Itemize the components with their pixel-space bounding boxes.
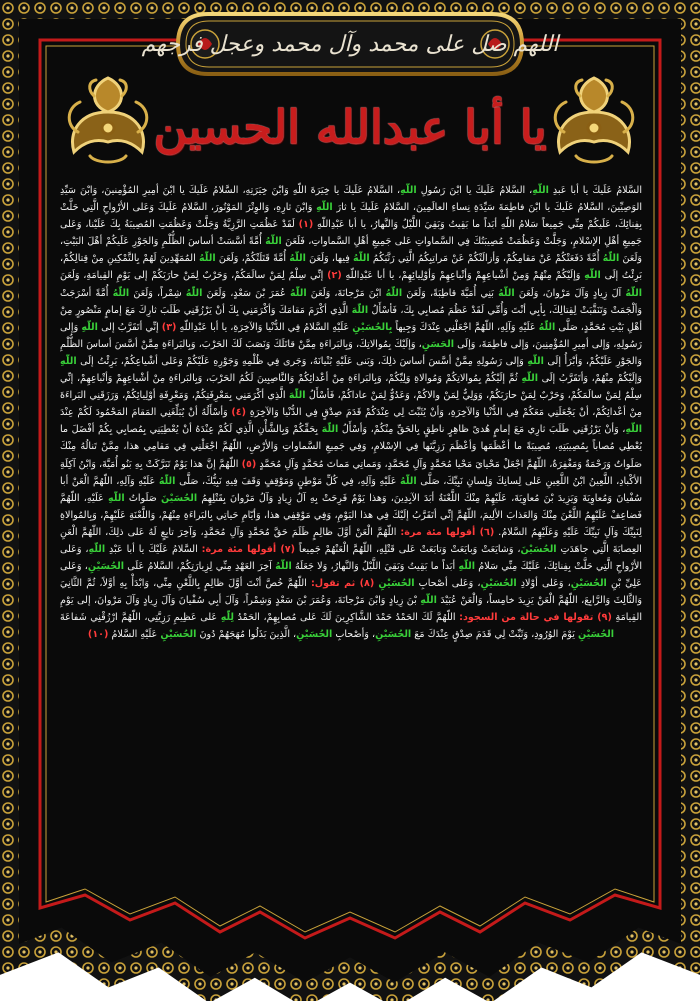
page-title: يا أبا عبدالله الحسين bbox=[153, 100, 547, 154]
ziyarat-text-segment: أبَداً ما بَقِيتُ وَبَقِيَ اللَّيْلُ وَالنَّهارُ، وَلا جَعَلَهُ bbox=[291, 561, 459, 573]
ziyarat-text-segment: بَنِي أُمَيَّةَ قاطِبَةً، وَلَعَنَ bbox=[402, 287, 499, 299]
highlighted-name: اللّهُ bbox=[400, 475, 417, 487]
gold-floral-arabesque-icon bbox=[546, 72, 642, 170]
section-marker: (٦) أقولها مئة مرة: bbox=[400, 526, 495, 538]
highlighted-name: الحُسَيْنَ bbox=[520, 543, 557, 555]
highlighted-name: اللّهُ bbox=[158, 475, 176, 487]
section-marker: (٨) ثم تقول: bbox=[310, 578, 375, 590]
ziyarat-text-segment: ، السَّلامُ عَلَيكَ يا ابْنَ رَسُولِ bbox=[416, 185, 533, 196]
highlighted-name: اللّهَ bbox=[351, 304, 369, 316]
ziyarat-text-segment: وَإلى رَسُولِهِ مِمَّنْ أسَّسَ أساسَ ذلِكَ، وَبَنى عَلَيْهِ بُنْيانَهُ، وَجَرى فِي ظُلْمِهِ وَجَوْرِهِ عَلَيْكُمْ وَعَلى أشْياعِكُمْ، بَرِئْتُ إلَى bbox=[76, 355, 528, 367]
highlighted-name: اللّهِ bbox=[521, 373, 538, 385]
ziyarat-text-segment: عَلَيْهِ السَّلامُ bbox=[108, 629, 161, 641]
ziyarat-text-segment: ، وَعَلى أصْحابِ bbox=[414, 578, 481, 590]
highlighted-name: اللّهِ bbox=[584, 270, 601, 282]
highlighted-name: اللّهُ bbox=[498, 287, 515, 299]
ziyarat-text-segment: ، وَإلَيْكَ بِمُوالاتِكَ، وَبِالبَراءَةِ مِمَّنْ قاتَلَكَ وَنَصَبَ لَكَ الحَرْبَ، وَبِالبَراءَةِ مِمَّنْ أسَّسَ أساسَ الظُّلْمِ وَالجَوْرِ عَلَيْكُمْ، وَأبْرَأُ إلَى bbox=[60, 338, 642, 367]
highlighted-name: اللّهِ bbox=[420, 595, 437, 607]
highlighted-name: اللّهُ bbox=[625, 287, 642, 299]
ziyarat-text-segment: اللّهُمَّ الْعَنْ أوَّلَ ظالِمٍ ظَلَمَ حَقَّ مُحَمَّدٍ وَآلِ مُحَمَّدٍ، وَآخِرَ تابِعٍ لَهُ عَلى ذلِكَ، اللّهُمَّ الْعَنِ العِصابَةَ الَّتِي جاهَدَتِ bbox=[60, 526, 642, 555]
highlighted-name: اللّهُ bbox=[185, 287, 203, 299]
ziyarat-text-segment: لَقَدْ عَظُمَتِ الرَّزِيَّةُ وَجَلَّتْ وَعَظُمَتِ المُصِيبَةُ بِكَ عَلَيْنا، وَعَلى جَمِيعِ أهْلِ الإسْلامِ، وَجَلَّتْ وَعَظُمَتْ مُصِيبَتُكَ فِي السَّماواتِ عَلى جَمِيعِ أهْلِ السَّماواتِ، فَلَعَنَ bbox=[60, 219, 642, 248]
highlighted-name: اللّهُ bbox=[265, 236, 282, 248]
section-marker: (٧) أقولها مئة مرة: bbox=[201, 543, 296, 555]
ziyarat-text-segment: ، وَعَلى الأرْواحِ الَّتِي حَلَّتْ بِفِنائِكَ، عَلَيْكَ مِنِّي سَلامُ bbox=[60, 543, 642, 573]
section-marker: (٢) bbox=[327, 270, 342, 282]
salawat-text: اللهم صل على محمد وآل محمد وعجل فرجهم bbox=[141, 31, 559, 57]
highlighted-name: الحُسَيْنِ bbox=[87, 561, 125, 573]
ziyarat-text-segment: عَلَيْهِ السَّلامُ فِي الدُّنْيا وَالآخِرَةِ، يا أبا عَبْدِاللّهِ bbox=[176, 321, 353, 333]
ziyarat-text-segment: ، وَعَلى أوْلادِ bbox=[516, 578, 571, 590]
section-marker: (١) bbox=[298, 219, 314, 231]
ziyarat-text-segment: عُمَرَ بْنَ سَعْدٍ، وَلَعَنَ bbox=[202, 287, 290, 299]
highlighted-name: اللّهِ bbox=[88, 543, 106, 555]
highlighted-name: لِلّهِ bbox=[220, 612, 235, 624]
section-marker: (٤) bbox=[231, 407, 247, 419]
highlighted-name: الحُسَيْنِ bbox=[160, 629, 197, 641]
highlighted-name: اللّهُ bbox=[289, 287, 307, 299]
header-salawat bbox=[141, 14, 559, 74]
highlighted-name: الحُسَيْنِ bbox=[570, 578, 607, 590]
ziyarat-text-segment: عَلَيْهِ وَآلِهِ، اللّهُمَّ اجْعَلْنِي عِنْدَكَ وَجِيهاً bbox=[392, 321, 539, 333]
ziyarat-text-segment: ابْنَ مَرْجانَةَ، وَلَعَنَ bbox=[306, 287, 386, 299]
highlighted-name: اللّهِ bbox=[532, 185, 549, 196]
ziyarat-text-segment: آلَ زِيادٍ وَآلَ مَرْوانَ، وَلَعَنَ bbox=[514, 287, 626, 299]
highlighted-name: الحَسَنِ bbox=[421, 338, 454, 350]
ziyarat-text-segment: عَلَيْهِ وَآلِهِ، فِي كُلِّ مَوْطِنٍ وَمَوْقِفٍ وَقَفَ فِيهِ نَبِيُّكَ، صَلَّى bbox=[175, 475, 401, 487]
ziyarat-text-segment: أُمَّةً قَتَلَتْكُمْ، وَلَعَنَ bbox=[215, 253, 290, 265]
highlighted-name: الحُسَيْنِ bbox=[296, 629, 333, 641]
section-marker: (٣) bbox=[161, 321, 177, 333]
ziyarat-text-segment: ، الَّذِينَ بَذَلُوا مُهَجَهُمْ دُونَ bbox=[196, 629, 297, 641]
highlighted-name: اللّهُ bbox=[602, 253, 620, 265]
highlighted-name: اللّهُ bbox=[538, 321, 556, 333]
ziyarat-text-segment: يَوْمَ الوُرُودِ، وَثَبِّتْ لِي قَدَمَ صِدْقٍ عِنْدَكَ مَعَ bbox=[411, 629, 578, 641]
ziyarat-text-segment: أُمَّةً أسْرَجَتْ وَألْجَمَتْ وَتَنَقَّبَتْ لِقِتالِكَ، بِأبِي أنْتَ وَأُمِّي لَقَدْ عَظُمَ مُصابِي بِكَ، فَأسْأَلُ bbox=[60, 287, 642, 316]
ziyarat-text-segment: وَإلَيْكُمْ مِنْهُمْ وَمِنْ أشْياعِهِمْ وَأتْباعِهِمْ وَأوْلِيائِهِمْ، يا أبا عَبْدِاللّهِ bbox=[341, 270, 585, 282]
ziyarat-text-segment: اللّهُمَّ خُصَّ أنْتَ أوَّلَ ظالِمٍ بِاللَّعْنِ مِنِّي، وَابْدَأْ بِهِ أوَّلاً، ثُمَّ الثَّانِيَ وَالثَّالِثَ وَالرَّابِعَ، اللّهُمَّ الْعَنْ يَزِيدَ خامِساً، وَالْعَنْ عُبَيْدَ bbox=[60, 578, 642, 607]
highlighted-name: بِالحُسَيْنِ bbox=[352, 321, 393, 333]
highlighted-name: اللّهُ bbox=[198, 253, 216, 265]
ziyarat-text-segment: السَّلامُ عَلَيْكَ يا أبا عَبْدِ bbox=[105, 543, 202, 555]
ziyarat-text-segment: اللّهُمَّ إنَّ هذا يَوْمٌ تَبَرَّكَتْ بِهِ بَنُو أُمَيَّةَ، وَابْنُ آكِلَةِ الأكْبادِ، اللَّعِينُ ابْنُ اللَّعِينِ عَلى لِسانِكَ وَلِسانِ نَبِيِّكَ، صَلَّى bbox=[60, 458, 642, 487]
highlighted-name: اللّهِ bbox=[527, 355, 544, 367]
ziyarat-text-segment: عَلَيْهِ، اللّهُمَّ فَضاعِفْ عَلَيْهِمُ اللَّعْنَ مِنْكَ وَالعَذابَ الألِيمَ، اللّهُمَّ إنِّي أتَقَرَّبُ إلَيْكَ فِي هذا اليَوْمِ، وَفِي مَوْقِفِي هذا، وَأيّامِ حَياتِي بِالبَراءَةِ مِنْهُمْ، وَاللَّعْنَةِ عَلَيْهِمْ، وَبِالمُوالاةِ لِنَبِيِّكَ وَآلِ نَبِيِّكَ عَلَيْهِ وَعَلَيْهِمُ السَّلامُ. bbox=[60, 492, 642, 538]
ziyarat-text-segment: السَّلامُ عَلَيكَ يا أبا عَبدِ bbox=[548, 185, 642, 196]
highlighted-name: الحُسَيْنِ bbox=[480, 578, 517, 590]
ziyarat-text-segment: صَلَواتُ bbox=[124, 492, 162, 504]
ziyarat-text-segment: بِحَقِّكُمْ وَبِالشَّأْنِ الَّذِي لَكُمْ عِنْدَهُ أنْ يُعْطِيَنِي بِمُصابِي بِكُمْ أفْضَلَ ما يُعْطِي مُصاباً بِمُصِيبَتِهِ، مُصِيبَةً ما أعْظَمَها وَأعْظَمَ رَزِيَّتَها فِي الإسْلامِ، وَفِي جَمِيعِ السَّماواتِ وَالأرْضِ، اللّهُمَّ اجْعَلْنِي فِي مَقامِي هذا، مِمَّنْ تَنالُهُ مِنْكَ صَلَواتٌ وَرَحْمَةٌ وَمَغْفِرَةٌ، اللّهُمَّ اجْعَلْ مَحْيايَ مَحْيا مُحَمَّدٍ وَآلِ مُحَمَّدٍ، وَمَماتِي مَماتَ مُحَمَّدٍ وَآلِ مُحَمَّدٍ bbox=[60, 424, 642, 470]
ziyarat-text-segment: عَلى عَظِيمِ رَزِيَّتِي، اللّهُمَّ ارْزُقْنِي شَفاعَةَ bbox=[60, 612, 221, 624]
highlighted-name: الحُسَيْنَ bbox=[161, 492, 198, 504]
section-marker: (٥) bbox=[241, 458, 257, 470]
ziyarat-text-segment: بْنَ زِيادٍ وَابْنَ مَرْجانَةَ، وَعُمَرَ بْنَ سَعْدٍ وَشِمْراً، وَآلَ أبِي سُفْيانَ وَآلَ زِيادٍ وَآلَ مَرْوانَ، إلى يَوْمِ القِيامَةِ bbox=[60, 595, 642, 624]
ziyarat-text-segment: الَّذِي أكْرَمَنِي بِمَعْرِفَتِكُمْ، وَمَعْرِفَةِ أوْلِيائِكُمْ، وَرَزَقَنِي البَراءَةَ مِنْ أعْدائِكُمْ، أنْ يَجْعَلَنِي مَعَكُمْ فِي الدُّنْيا وَالآخِرَةِ، وَأنْ يُثَبِّتَ لِي عِنْدَكُمْ قَدَمَ صِدْقٍ فِي الدُّنْيا وَالآخِرَةِ bbox=[60, 390, 642, 419]
highlighted-name: الحُسَيْنِ bbox=[577, 629, 615, 641]
highlighted-name: اللّهِ bbox=[625, 424, 642, 436]
ziyarat-text-segment: ، وَأنْ يَرْزُقَنِي طَلَبَ ثارِي مَعَ إمامٍ هُدىً ظاهِرٍ ناطِقٍ بِالحَقِّ مِنْكُمْ، وَأسْأَلُ bbox=[338, 424, 626, 436]
highlighted-name: اللّهُ bbox=[385, 287, 403, 299]
section-marker: (٩) تقولها في حالة من السجود: bbox=[459, 612, 612, 624]
ziyarat-text-segment: أُمَّةً دَفَعَتْكُمْ عَنْ مَقامِكُمْ، وَأزالَتْكُمْ عَنْ مَراتِبِكُمُ الَّتِي رَتَّبَكُمُ bbox=[369, 253, 603, 265]
ziyarat-text-segment: وَابْنَ ثارِهِ، وَالوِتْرَ المَوْتُورَ، السَّلامُ عَلَيكَ وَعَلى الأرْواحِ الَّتِي حَلَّتْ بِفِنائِكَ، عَلَيكُمْ مِنِّي جَمِيعاً سَلامُ اللّهِ أبَداً ما بَقِيتُ وَبَقِيَ اللَّيْلُ وَالنَّهارُ، يا أبا عَبْدِاللّهِ bbox=[60, 202, 642, 231]
highlighted-name: اللّهِ bbox=[400, 185, 417, 196]
highlighted-name: اللّهِ bbox=[316, 202, 333, 214]
ziyarat-text-segment: أُمَّةً أسَّسَتْ أساسَ الظُّلْمِ وَالجَوْرِ عَلَيكُمْ أهْلَ البَيْتِ، وَلَعَنَ bbox=[60, 236, 642, 265]
highlighted-name: اللّهِ bbox=[81, 321, 98, 333]
ziyarat-text-segment: وَأسْأَلُهُ أنْ يُبَلِّغَنِي المَقامَ المَحْمُودَ لَكُمْ عِنْدَ bbox=[60, 407, 232, 419]
highlighted-name: الحُسَيْنِ bbox=[375, 629, 412, 641]
ziyarat-text-segment: إنِّي سِلْمٌ لِمَنْ سالَمَكُمْ، وَحَرْبٌ لِمَنْ حارَبَكُمْ إلى يَوْمِ القِيامَةِ، وَلَعَنَ bbox=[60, 270, 328, 282]
ziyarat-text-segment: وَإلَيْكُمْ مِنْهُمْ، وَأتَقَرَّبُ إلَى bbox=[538, 373, 642, 385]
ziyarat-text-segment: المُمَهِّدِينَ لَهُمْ بِالتَّمْكِينِ مِنْ قِتالِكُمْ، بَرِئْتُ إلَى bbox=[60, 253, 642, 282]
ziyarat-text-segment: ، وَأصْحابِ bbox=[332, 629, 376, 641]
ziyarat-text-segment: ، وَعَلى عَلِيِّ بْنِ bbox=[60, 561, 642, 590]
section-marker: (١٠) bbox=[87, 629, 109, 641]
ziyarat-text-segment: ، وَشايَعَتْ وَبايَعَتْ وَتابَعَتْ عَلى قَتْلِهِ، اللّهُمَّ الْعَنْهُمْ جَمِيعاً bbox=[295, 543, 521, 555]
ziyarat-text-segment: وَإلى رَسُولِهِ، وَإلى أمِيرِ المُؤْمِنِينَ، وَإلى فاطِمَةَ، وَإلَى bbox=[60, 321, 642, 350]
ziyarat-text-block bbox=[60, 182, 642, 882]
ziyarat-text-segment: فِيها، وَلَعَنَ bbox=[305, 253, 354, 265]
highlighted-name: اللّهَ bbox=[321, 424, 339, 436]
ziyarat-text-segment: عَلَيْهِ وَآلِهِ، اللّهُمَّ الْعَنْ أبا سُفْيانَ وَمُعاوِيَةَ وَيَزِيدَ بْنَ مُعاوِيَةَ، عَلَيْهِمْ مِنْكَ اللَّعْنَةُ أبَدَ الآبِدِينَ، وَهذا يَوْمٌ فَرِحَتْ بِهِ آلُ زِيادٍ وَآلُ مَرْوانَ بِقَتْلِهِمُ bbox=[60, 475, 642, 504]
ziyarat-text-segment: ، السَّلامُ عَلَيكَ يا خِيَرَةَ اللّهِ وَابْنَ خِيَرَتِهِ، السَّلامُ عَلَيكَ يا ابْنَ أمِيرِ المُؤْمِنينَ، وَابْنَ سَيِّدِ الوَصِيِّينَ، السَّلامُ عَلَيكَ يا ابْنَ فاطِمَةَ سَيِّدَةِ نِساءِ العالَمِينَ، السَّلامُ عَلَيكَ يا ثارَ bbox=[60, 185, 642, 214]
highlighted-name: اللّهُ bbox=[112, 287, 130, 299]
ziyarat-text-segment: اللّهُمَّ لَكَ الحَمْدُ حَمْدَ الشَّاكِرِينَ لَكَ عَلى مُصابِهِمْ، الحَمْدُ bbox=[234, 612, 460, 624]
highlighted-name: اللّهُ bbox=[289, 253, 306, 265]
ziyarat-text-segment: ثُمَّ إلَيْكُمْ بِمُوالاتِكُمْ وَمُوالاةِ وَلِيِّكُمْ، وَبِالبَراءَةِ مِنْ أعْدائِكُمْ وَالنَّاصِبِينَ لَكُمُ الحَرْبَ، وَبِالبَراءَةِ مِنْ أشْياعِهِمْ وَأتْباعِهِمْ، إنِّي سِلْمٌ لِمَنْ سالَمَكُمْ، وَحَرْبٌ لِمَنْ حارَبَكُمْ، وَوَلِيٌّ لِمَنْ والاكُمْ، وَعَدُوٌّ لِمَنْ عاداكُمْ، فَأسْأَلُ bbox=[60, 373, 642, 402]
ziyarat-text-segment: شِمْراً، وَلَعَنَ bbox=[129, 287, 186, 299]
highlighted-name: اللّهِ bbox=[458, 561, 476, 573]
highlighted-name: اللّهِ bbox=[108, 492, 125, 504]
highlighted-name: اللّهُ bbox=[275, 561, 292, 573]
ziyarat-text-segment: الَّذِي أكْرَمَ مَقامَكَ وَأكْرَمَنِي بِكَ أنْ يَرْزُقَنِي طَلَبَ ثارِكَ مَعَ إمامٍ مَنْصُورٍ مِنْ أهْلِ بَيْتِ مُحَمَّدٍ، صَلَّى bbox=[60, 304, 642, 333]
ziyarat-text-segment: إنِّي أتَقَرَّبُ إلى bbox=[97, 321, 162, 333]
highlighted-name: اللّهُ bbox=[353, 253, 370, 265]
gold-floral-arabesque-icon bbox=[60, 72, 156, 170]
highlighted-name: اللّهِ bbox=[60, 355, 77, 367]
highlighted-name: الحُسَيْنِ bbox=[378, 578, 415, 590]
ziyarat-text-segment: آخِرَ العَهْدِ مِنِّي لِزِيارَتِكُمْ، السَّلامُ عَلَى bbox=[124, 561, 276, 573]
highlighted-name: اللّهَ bbox=[288, 390, 306, 402]
